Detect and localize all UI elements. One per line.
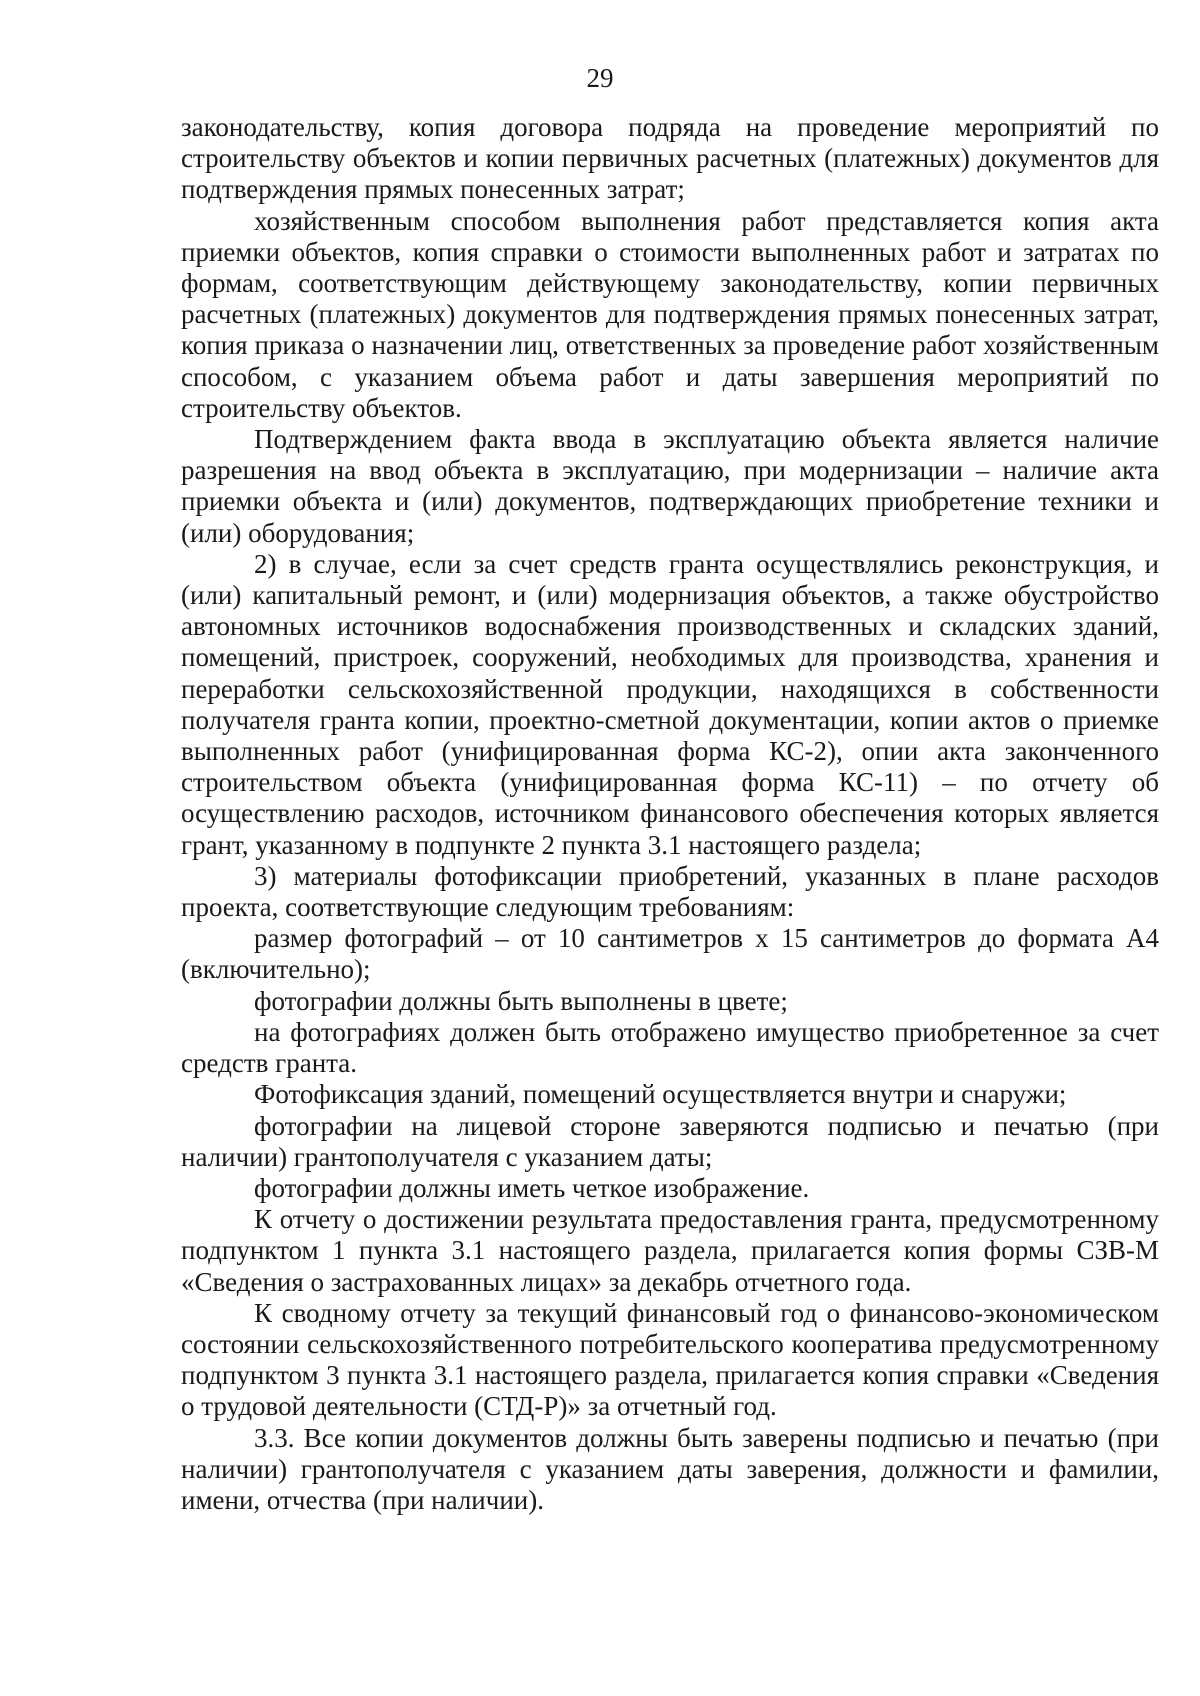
paragraph-14: 3.3. Все копии документов должны быть заверены подписью и печатью (при наличии) грантополучателя с указанием даты заверения, должности и фамилии, имени, отчества (при наличии). (181, 1422, 1159, 1515)
paragraph-9: Фотофиксация зданий, помещений осуществляется внутри и снаружи; (254, 1079, 1067, 1110)
paragraph-1: законодательству, копия договора подряда на проведение мероприятий по строительству объектов и копии первичных расчетных (платежных) документов для подтверждения прямых понесенных затрат; (181, 112, 1159, 205)
paragraph-5: 3) материалы фотофиксации приобретений, указанных в плане расходов проекта, соответствующие следующим требованиям: (181, 860, 1159, 923)
paragraph-4: 2) в случае, если за счет средств гранта осуществлялись реконструкция, и (или) капитальный ремонт, и (или) модернизация объектов, а также обустройство автономных источников водоснабжения производственных и складских зданий, помещений, пристроек, сооружений, необходимых для производства, хранения и переработки сельскохозяйственной продукции, находящихся в собственности получателя гранта копии, проектно-сметной документации, копии актов о приемке выполненных работ (унифицированная форма КС-2), опии акта законченного строительством объекта (унифицированная форма КС-11) – по отчету об осуществлению расходов, источником финансового обеспечения которых является грант, указанному в подпункте 2 пункта 3.1 настоящего раздела; (181, 548, 1159, 860)
document-body (181, 112, 1159, 1516)
paragraph-8: на фотографиях должен быть отображено имущество приобретенное за счет средств гранта. (181, 1016, 1159, 1079)
paragraph-11: фотографии должны иметь четкое изображение. (254, 1172, 810, 1203)
paragraph-10: фотографии на лицевой стороне заверяются подписью и печатью (при наличии) грантополучателя с указанием даты; (181, 1110, 1159, 1172)
paragraph-6: размер фотографий – от 10 сантиметров х 15 сантиметров до формата А4 (включительно); (181, 923, 1159, 985)
paragraph-7: фотографии должны быть выполнены в цвете; (254, 985, 788, 1016)
paragraph-3: Подтверждением факта ввода в эксплуатацию объекта является наличие разрешения на ввод объекта в эксплуатацию, при модернизации – наличие акта приемки объекта и (или) документов, подтверждающих приобретение техники и (или) оборудования; (181, 424, 1159, 548)
paragraph-12: К отчету о достижении результата предоставления гранта, предусмотренному подпунктом 1 пункта 3.1 настоящего раздела, прилагается копия формы СЗВ-М «Сведения о застрахованных лицах» за декабрь отчетного года. (181, 1204, 1159, 1297)
paragraph-13: К сводному отчету за текущий финансовый год о финансово-экономическом состоянии сельскохозяйственного потребительского кооператива предусмотренному подпунктом 3 пункта 3.1 настоящего раздела, прилагается копия справки «Сведения о трудовой деятельности (СТД-Р)» за отчетный год. (181, 1297, 1159, 1422)
paragraph-2: хозяйственным способом выполнения работ представляется копия акта приемки объектов, копия справки о стоимости выполненных работ и затратах по формам, соответствующим действующему законодательству, копии первичных расчетных (платежных) документов для подтверждения прямых понесенных затрат, копия приказа о назначении лиц, ответственных за проведение работ хозяйственным способом, с указанием объема работ и даты завершения мероприятий по строительству объектов. (181, 205, 1159, 423)
page-number: 29 (586, 63, 614, 93)
